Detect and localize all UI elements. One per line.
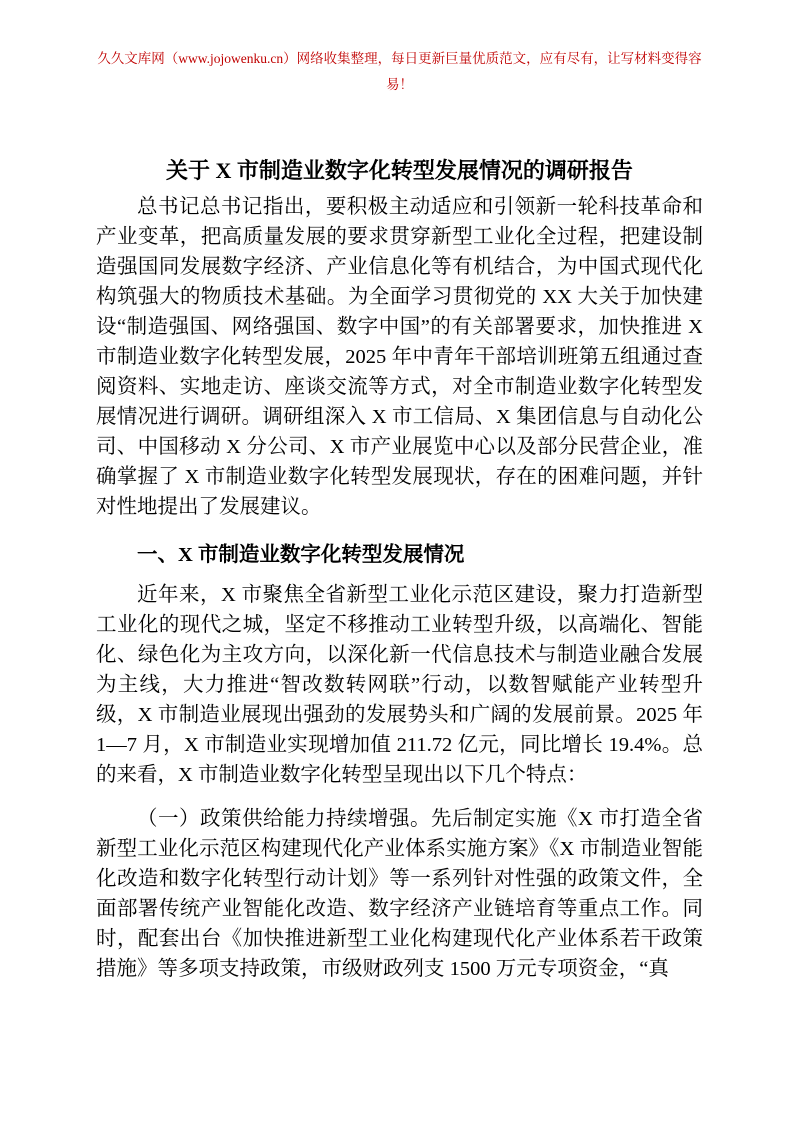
paragraph-overview: 近年来，X 市聚焦全省新型工业化示范区建设，聚力打造新型工业化的现代之城，坚定不移推动工业转型升级，以高端化、智能化、绿色化为主攻方向，以深化新一代信息技术与制造业融合发展为主线，大力推进“智改数转网联”行动，以数智赋能产业转型升级，X 市制造业展现出强劲的发展势头和广阔的发展前景。2025 年 1—7 月，X 市制造业实现增加值 211.72 亿元，同比增长 19.4%。总的来看，X 市制造业数字化转型呈现出以下几个特点： bbox=[96, 584, 703, 786]
paragraph-policy: （一）政策供给能力持续增强。先后制定实施《X 市打造全省新型工业化示范区构建现代化产业体系实施方案》《X 市制造业智能化改造和数字化转型行动计划》等一系列针对性强的政策文件，全面部署传统产业智能化改造、数字经济产业链培育等重点工作。同时，配套出台《加快推进新型工业化构建现代化产业体系若干政策措施》等多项支持政策，市级财政列支 1500 万元专项资金，“真 bbox=[96, 808, 703, 980]
document-title: 关于 X 市制造业数字化转型发展情况的调研报告 bbox=[166, 158, 633, 183]
header-notice: 久久文库网（www.jojowenku.cn）网络收集整理，每日更新巨量优质范文，应有尽有，让写材料变得容易！ bbox=[97, 51, 702, 92]
section-heading-1: 一、X 市制造业数字化转型发展情况 bbox=[137, 544, 465, 566]
paragraph-intro: 总书记总书记指出，要积极主动适应和引领新一轮科技革命和产业变革，把高质量发展的要求贯穿新型工业化全过程，把建设制造强国同发展数字经济、产业信息化等有机结合，为中国式现代化构筑强大的物质技术基础。为全面学习贯彻党的 XX 大关于加快建设“制造强国、网络强国、数字中国”的有关部署要求，加快推进 X 市制造业数字化转型发展，2025 年中青年干部培训班第五组通过查阅资料、实地走访、座谈交流等方式，对全市制造业数字化转型发展情况进行调研。调研组深入 X 市工信局、X 集团信息与自动化公司、中国移动 X 分公司、X 市产业展览中心以及部分民营企业，准确掌握了 X 市制造业数字化转型发展现状，存在的困难问题，并针对性地提出了发展建议。 bbox=[96, 196, 703, 518]
